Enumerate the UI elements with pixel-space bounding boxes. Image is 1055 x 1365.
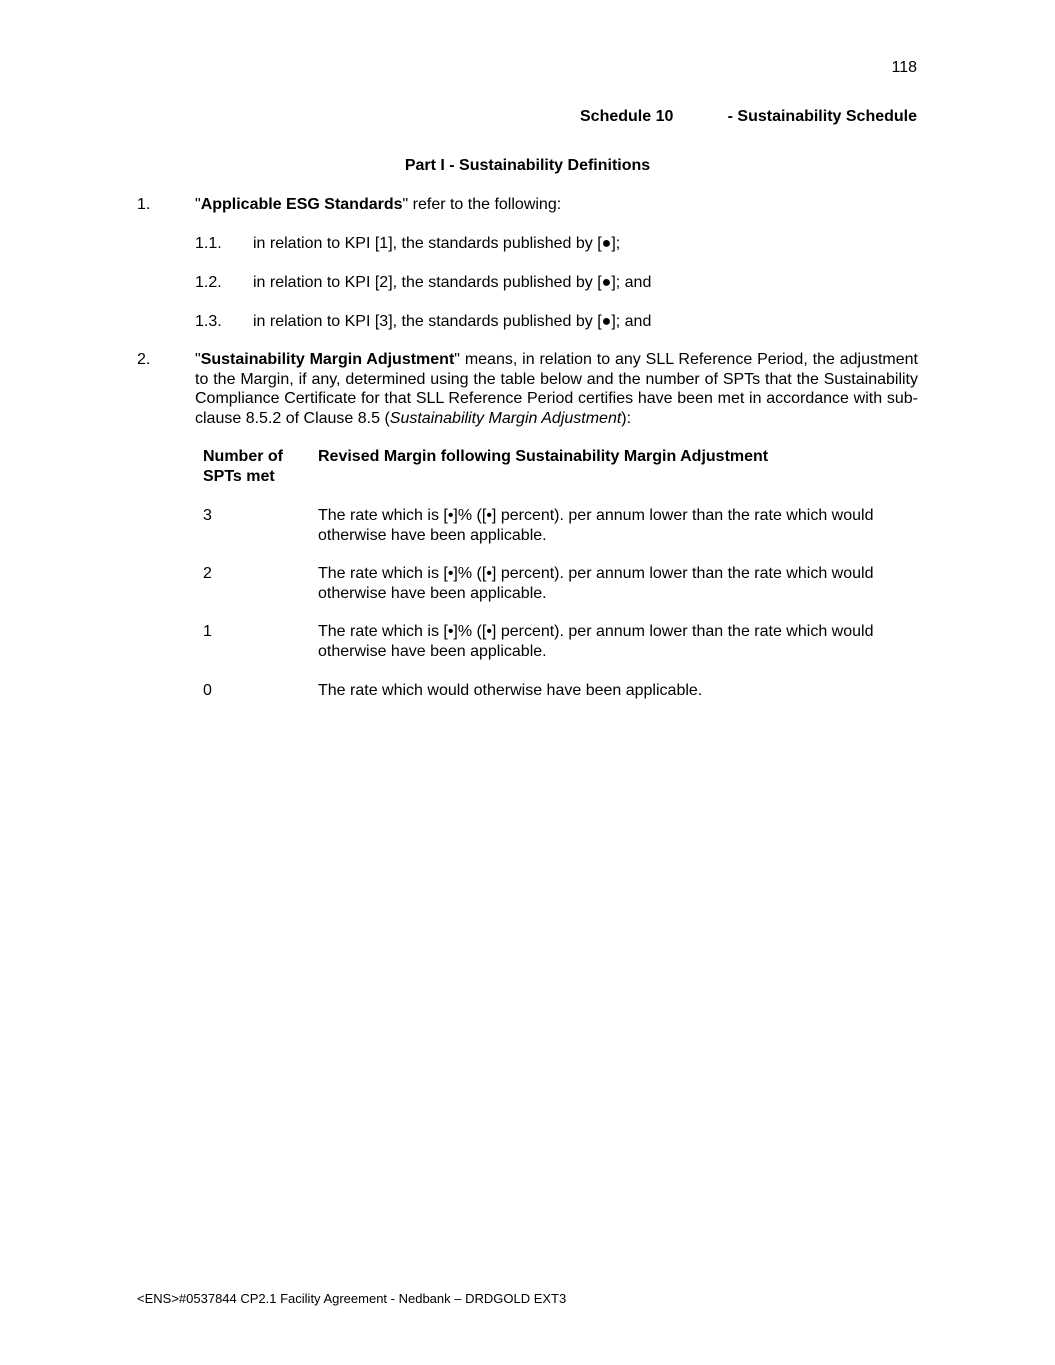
page-number: 118 <box>891 59 917 76</box>
clause-2-term: Sustainability Margin Adjustment <box>200 351 455 368</box>
subclause-1-3-text: in relation to KPI [3], the standards published by [●]; and <box>253 313 652 330</box>
clause-1-rest: " refer to the following: <box>402 196 562 213</box>
clause-2-line-2: to the Margin, if any, determined using the table below and the number of SPTs that the Sustainability <box>195 370 918 388</box>
table-header-spts <box>203 447 303 486</box>
clause-2-line-1 <box>195 350 918 370</box>
clause-2-line-1-rest: " means, in relation to any SLL Reference Period, the adjustment <box>454 351 918 368</box>
table-row-2-line-1: The rate which is [•]% ([•] percent). per annum lower than the rate which would <box>318 565 874 582</box>
clause-1-text <box>195 195 561 215</box>
clause-2-quote-open: " <box>195 351 201 368</box>
schedule-number: Schedule 10 <box>580 108 674 125</box>
footer-reference: <ENS>#0537844 CP2.1 Facility Agreement - Nedbank – DRDGOLD EXT3 <box>137 1291 567 1306</box>
table-row-1-line-1: The rate which is [•]% ([•] percent). per annum lower than the rate which would <box>318 623 874 640</box>
subclause-1-3-number: 1.3. <box>195 313 222 330</box>
table-row-3-margin <box>318 506 918 545</box>
table-header-spts-line-1: Number of <box>203 448 283 465</box>
clause-2-number: 2. <box>137 351 151 368</box>
table-row-1-spts: 1 <box>203 623 212 640</box>
subclause-1-1-text: in relation to KPI [1], the standards published by [●]; <box>253 235 621 252</box>
table-header-spts-line-2: SPTs met <box>203 467 275 485</box>
clause-2-line-4-start: clause 8.5.2 of Clause 8.5 ( <box>195 409 390 427</box>
table-row-2-margin <box>318 564 918 603</box>
subclause-1-2-number: 1.2. <box>195 274 222 291</box>
clause-2-line-4 <box>195 409 918 429</box>
table-row-0-margin: The rate which would otherwise have been applicable. <box>318 682 703 699</box>
clause-2-line-4-end: ): <box>621 409 632 427</box>
table-row-3-line-2: otherwise have been applicable. <box>318 526 547 544</box>
table-header-revised-margin: Revised Margin following Sustainability Margin Adjustment <box>318 448 769 465</box>
clause-2-paragraph <box>195 350 918 428</box>
schedule-title: - Sustainability Schedule <box>727 108 917 125</box>
part-title: Part I - Sustainability Definitions <box>404 157 651 174</box>
subclause-1-2-text: in relation to KPI [2], the standards published by [●]; and <box>253 274 652 291</box>
clause-2-line-3: Compliance Certificate for that SLL Reference Period certifies have been met in accordance with sub- <box>195 390 918 407</box>
table-row-3-line-1: The rate which is [•]% ([•] percent). per annum lower than the rate which would <box>318 507 874 524</box>
clause-2-line-4-italic: Sustainability Margin Adjustment <box>389 409 622 427</box>
table-row-1-line-2: otherwise have been applicable. <box>318 642 547 660</box>
clause-1-term: Applicable ESG Standards <box>200 196 403 213</box>
subclause-1-1-number: 1.1. <box>195 235 222 252</box>
table-row-2-line-2: otherwise have been applicable. <box>318 584 547 602</box>
clause-1-number: 1. <box>137 196 151 213</box>
table-row-2-spts: 2 <box>203 565 212 582</box>
table-row-0-spts: 0 <box>203 682 212 699</box>
table-row-1-margin <box>318 622 918 661</box>
table-row-3-spts: 3 <box>203 507 212 524</box>
clause-1-quote-open: " <box>195 196 201 213</box>
